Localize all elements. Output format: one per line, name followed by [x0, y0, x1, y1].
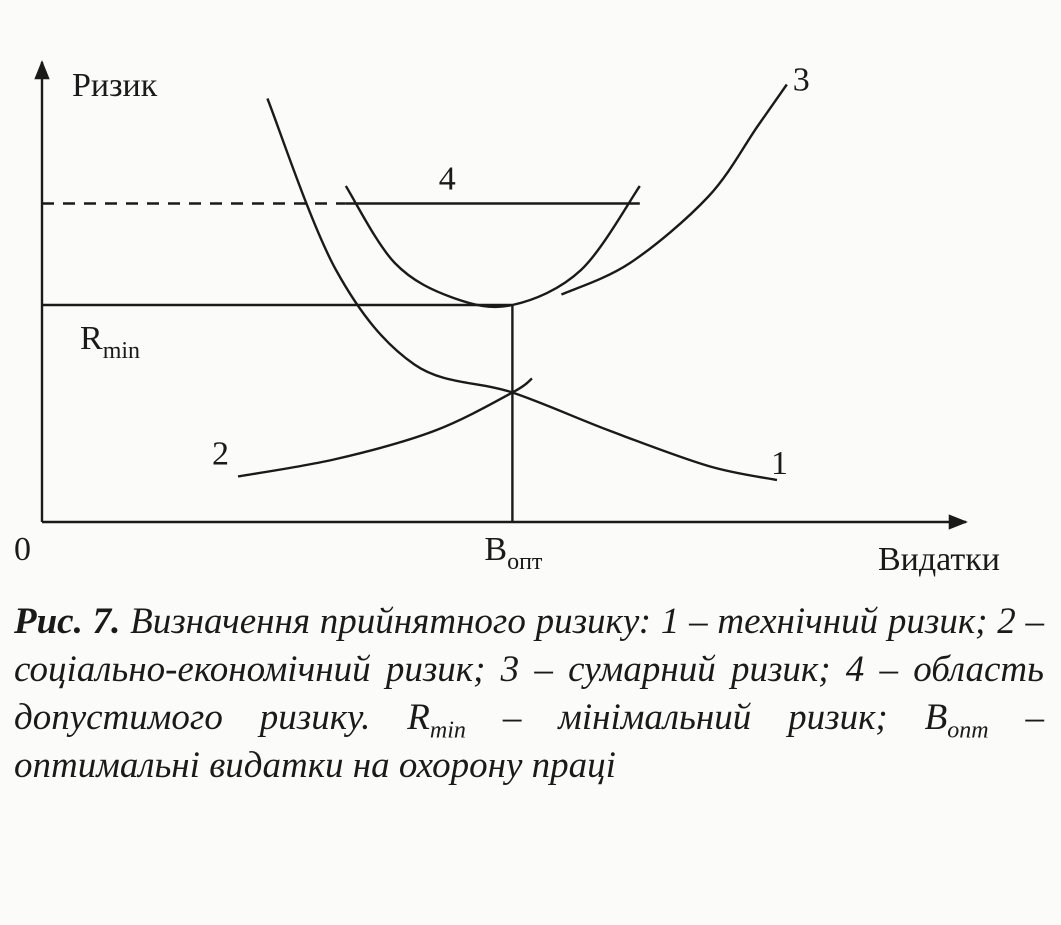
figure-caption: Рис. 7. Визначення прийнятного ризику: 1 – технічний ризик; 2 – соціально-економічний ризик; 3 – сумарний ризик; 4 – область допустимого ризику. $R_{min}$ – мінімальний ризик; $B_{опт}$ – оптимальні видатки на охорону праці: [14, 601, 1045, 786]
x-axis-label: Видатки: [878, 541, 1000, 578]
series-label-3: 3: [792, 61, 810, 99]
series-label-2: 2: [212, 435, 229, 473]
optimal-cost-label: $B_{опт}$: [484, 531, 543, 575]
series-label-1: 1: [771, 445, 788, 482]
curve-total-risk: [561, 85, 786, 295]
figure-number: Рис. 7.: [14, 601, 121, 642]
series-label-4: 4: [438, 160, 456, 198]
min-risk-label: $R_{min}$: [80, 320, 141, 364]
y-axis-label: Ризик: [72, 67, 158, 104]
curve-technical-risk: [267, 99, 777, 481]
origin-label: 0: [14, 531, 31, 568]
curve-socioeconomic-risk: [238, 379, 532, 477]
